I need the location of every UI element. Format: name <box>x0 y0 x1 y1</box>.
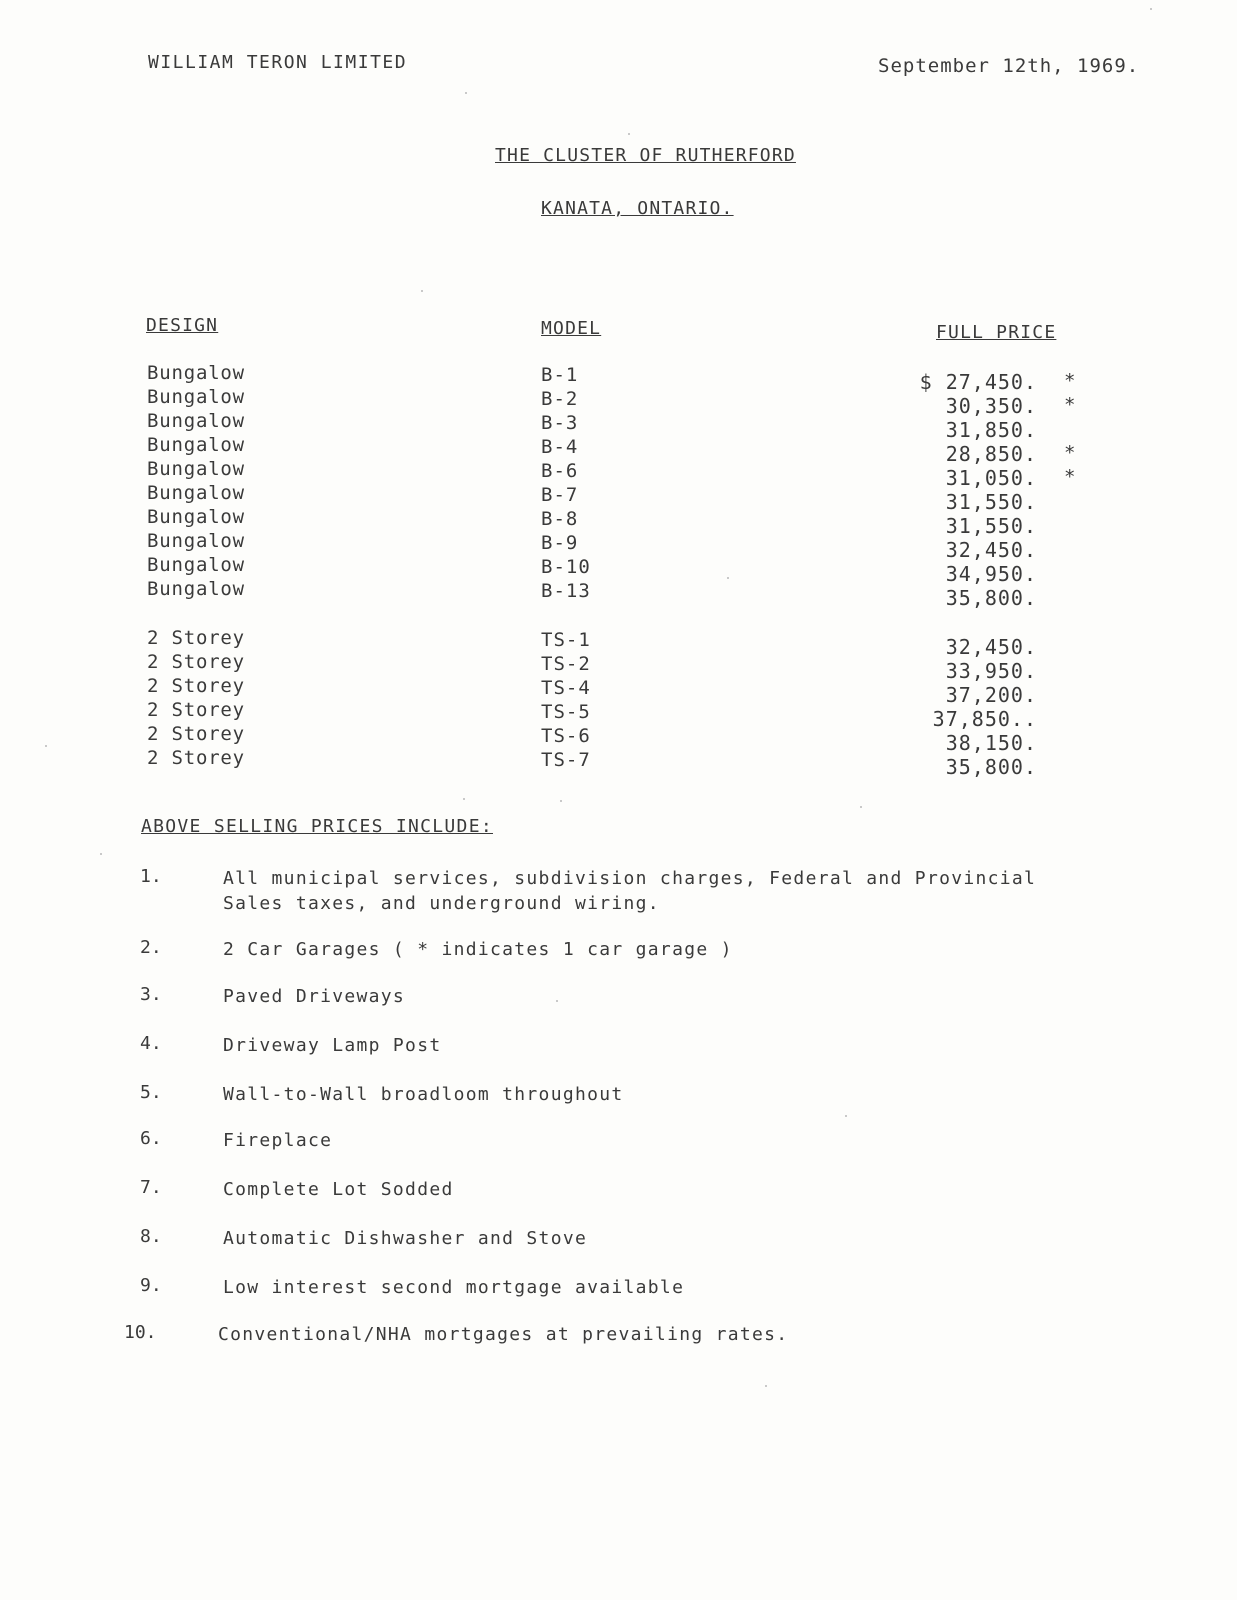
row-price: 32,450. <box>945 538 1037 562</box>
scan-speck <box>845 1115 847 1117</box>
list-item-number: 4. <box>140 1033 162 1054</box>
column-header-price: FULL PRICE <box>936 322 1057 343</box>
row-price: 34,950. <box>945 562 1037 586</box>
row-price: 37,200. <box>945 683 1037 707</box>
row-model: B-2 <box>541 388 579 410</box>
scan-speck <box>556 1000 558 1002</box>
table-row <box>0 482 1237 514</box>
list-item-number: 1. <box>140 866 162 887</box>
document-title: THE CLUSTER OF RUTHERFORD <box>495 145 796 166</box>
row-price: 28,850. <box>945 442 1037 466</box>
list-item-text: Wall-to-Wall broadloom throughout <box>223 1084 624 1105</box>
list-item-text: 2 Car Garages ( * indicates 1 car garage ) <box>223 939 733 960</box>
row-design: Bungalow <box>147 386 245 408</box>
table-row <box>0 434 1237 466</box>
one-car-garage-marker: * <box>1064 442 1076 464</box>
table-row <box>0 723 1237 755</box>
table-row <box>0 699 1237 731</box>
list-item-number: 5. <box>140 1082 162 1103</box>
row-model: TS-7 <box>541 749 591 771</box>
row-model: B-3 <box>541 412 579 434</box>
list-item-text: Fireplace <box>223 1130 333 1151</box>
row-model: B-1 <box>541 364 579 386</box>
list-item-text <box>223 866 1036 916</box>
row-price: 38,150. <box>945 731 1037 755</box>
row-price: 31,850. <box>945 418 1037 442</box>
list-item-text: Driveway Lamp Post <box>223 1035 442 1056</box>
row-design: 2 Storey <box>147 699 245 721</box>
table-row <box>0 578 1237 610</box>
scan-speck <box>727 577 729 579</box>
table-row <box>0 362 1237 394</box>
row-model: TS-1 <box>541 629 591 651</box>
inclusions-heading: ABOVE SELLING PRICES INCLUDE: <box>141 816 493 837</box>
list-item-text: Paved Driveways <box>223 986 406 1007</box>
table-row <box>0 530 1237 562</box>
row-price: 30,350. <box>945 394 1037 418</box>
scan-speck <box>100 853 102 855</box>
row-design: 2 Storey <box>147 651 245 673</box>
scan-speck <box>463 798 465 800</box>
row-design: 2 Storey <box>147 723 245 745</box>
scan-speck <box>628 133 630 135</box>
row-model: TS-4 <box>541 677 591 699</box>
row-model: B-9 <box>541 532 579 554</box>
one-car-garage-marker: * <box>1064 394 1076 416</box>
list-item-number: 7. <box>140 1177 162 1198</box>
table-row <box>0 410 1237 442</box>
scan-speck <box>1150 8 1152 10</box>
row-design: 2 Storey <box>147 675 245 697</box>
row-design: Bungalow <box>147 362 245 384</box>
document-date: September 12th, 1969. <box>878 55 1140 77</box>
row-price: 31,550. <box>945 514 1037 538</box>
row-model: B-4 <box>541 436 579 458</box>
row-design: Bungalow <box>147 554 245 576</box>
row-design: Bungalow <box>147 458 245 480</box>
row-design: Bungalow <box>147 530 245 552</box>
scan-speck <box>860 806 862 808</box>
table-row <box>0 386 1237 418</box>
list-item-text: Complete Lot Sodded <box>223 1179 454 1200</box>
row-design: Bungalow <box>147 482 245 504</box>
row-model: TS-6 <box>541 725 591 747</box>
scan-speck <box>765 1385 767 1387</box>
table-row <box>0 554 1237 586</box>
list-item-number: 3. <box>140 984 162 1005</box>
list-item-line: All municipal services, subdivision charges, Federal and Provincial <box>223 868 1037 889</box>
row-price: 37,850.. <box>932 707 1037 731</box>
table-row <box>0 506 1237 538</box>
row-price: 35,800. <box>945 755 1037 779</box>
scan-speck <box>421 290 423 292</box>
scan-speck <box>45 745 47 747</box>
list-item-number: 9. <box>140 1275 162 1296</box>
document-subtitle: KANATA, ONTARIO. <box>541 198 734 219</box>
row-model: B-8 <box>541 508 579 530</box>
one-car-garage-marker: * <box>1064 466 1076 488</box>
scan-speck <box>560 800 562 802</box>
row-model: B-7 <box>541 484 579 506</box>
row-price: 32,450. <box>945 635 1037 659</box>
list-item-line: Sales taxes, and underground wiring. <box>223 893 660 914</box>
row-design: Bungalow <box>147 506 245 528</box>
row-design: Bungalow <box>147 578 245 600</box>
scan-speck <box>465 92 467 94</box>
list-item-number: 2. <box>140 937 162 958</box>
row-price: 33,950. <box>945 659 1037 683</box>
row-design: 2 Storey <box>147 627 245 649</box>
list-item-number: 8. <box>140 1226 162 1247</box>
row-price: 31,050. <box>945 466 1037 490</box>
table-row <box>0 651 1237 683</box>
row-model: B-10 <box>541 556 591 578</box>
one-car-garage-marker: * <box>1064 370 1076 392</box>
row-design: Bungalow <box>147 434 245 456</box>
list-item-number: 6. <box>140 1128 162 1149</box>
list-item-number: 10. <box>124 1322 157 1343</box>
row-model: B-6 <box>541 460 579 482</box>
row-model: B-13 <box>541 580 591 602</box>
table-row <box>0 627 1237 659</box>
row-design: Bungalow <box>147 410 245 432</box>
row-design: 2 Storey <box>147 747 245 769</box>
row-model: TS-5 <box>541 701 591 723</box>
column-header-design: DESIGN <box>146 315 219 336</box>
row-price: 35,800. <box>945 586 1037 610</box>
table-row <box>0 458 1237 490</box>
list-item-text: Conventional/NHA mortgages at prevailing rates. <box>218 1324 789 1345</box>
row-model: TS-2 <box>541 653 591 675</box>
row-price: 31,550. <box>945 490 1037 514</box>
list-item-text: Automatic Dishwasher and Stove <box>223 1228 588 1249</box>
company-name: WILLIAM TERON LIMITED <box>148 52 408 73</box>
list-item-text: Low interest second mortgage available <box>223 1277 685 1298</box>
table-row <box>0 747 1237 779</box>
column-header-model: MODEL <box>541 318 602 339</box>
table-row <box>0 675 1237 707</box>
row-price: $ 27,450. <box>919 370 1037 394</box>
